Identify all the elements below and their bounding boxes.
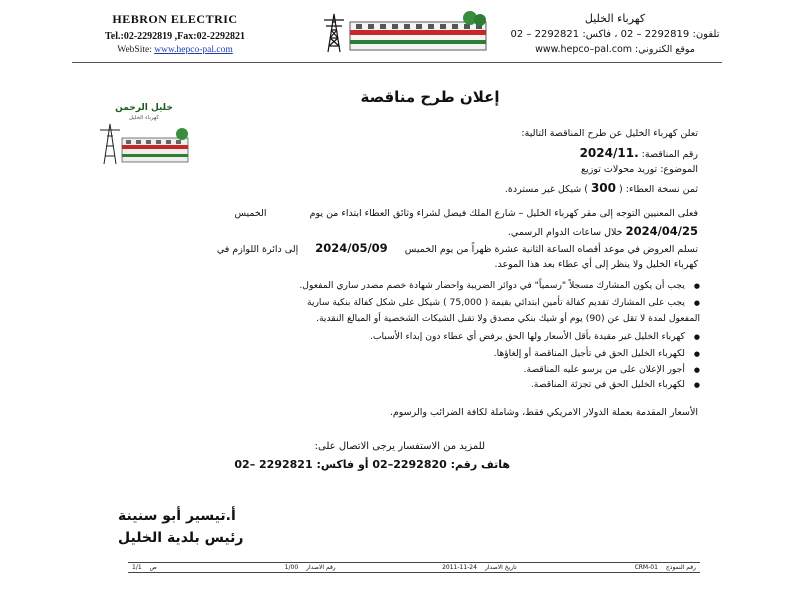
tender-number-label: رقم المناقصة: [641, 149, 698, 160]
letterhead-arabic [500, 12, 730, 55]
submission-text: تسلم العروض في موعد أقصاه الساعة الثانية عشرة ظهراً من يوم الخميس [404, 244, 698, 255]
emblem-tagline: كهرباء الخليل [128, 115, 160, 121]
purchase-text: فعلى المعنيين التوجه إلى مقر كهرباء الخليل – شارع الملك فيصل لشراء وثائق العطاء ابتداء من يوم [309, 208, 698, 219]
version-label: رقم الاصدار [306, 564, 336, 571]
price-label: ثمن نسخة العطاء: ( [619, 184, 698, 195]
building-icon [350, 11, 486, 50]
issue-date: 2011-11-24 [442, 564, 477, 571]
website-link[interactable]: www.hepco-pal.com [154, 45, 233, 55]
submission-paragraph-line1 [217, 241, 698, 255]
subject-label: الموضوع: [660, 164, 698, 175]
company-name-en: HEBRON ELECTRIC [112, 12, 238, 26]
purchase-day: الخميس [234, 208, 267, 219]
emblem-building-icon [122, 128, 188, 162]
price-value: 300 [590, 181, 617, 195]
website-label: WebSite: [117, 45, 152, 55]
website-line-en [70, 45, 280, 55]
tel-fax-ar: تلفون: 2292819 – 02 ، فاكس: 2292821 – 02 [510, 29, 720, 40]
signatory-title: رئيس بلدية الخليل [118, 530, 244, 546]
page-number: 1/1 [132, 564, 142, 571]
purchase-paragraph-line2 [508, 224, 698, 238]
signatory-name: أ.تيسير أبو سنينة [118, 508, 236, 524]
form-footer [128, 563, 700, 573]
condition-item: ● لكهرباء الخليل الحق في تجزئة المناقصة. [531, 379, 700, 390]
submission-paragraph-line2: كهرباء الخليل ولا ينظر إلى أي عطاء بعد هذا الموعد. [494, 259, 698, 270]
prices-note: الأسعار المقدمة بعملة الدولار الامريكي فقط، وشاملة لكافة الضرائب والرسوم. [389, 407, 698, 418]
submission-dept: إلى دائرة اللوازم في [216, 244, 299, 255]
tender-number-line [580, 146, 698, 160]
emblem-name: خليل الرحمن [115, 103, 173, 113]
tender-subject-line [581, 164, 698, 175]
condition-item-continued: المفعول لمدة لا تقل عن (90) يوم أو شيك بنكي مصدق ولا تقبل الشيكات الشخصية أو المبالغ النقدية. [316, 313, 700, 324]
tender-number: .2024/11 [579, 146, 639, 160]
city-emblem-logo [94, 98, 194, 168]
page-label: ص [149, 564, 157, 571]
page-title: إعلان طرح مناقصة [360, 88, 500, 106]
purchase-date: 2024/04/25 [625, 224, 698, 238]
condition-item: ● أجور الإعلان على من يرسو عليه المناقصة. [524, 364, 700, 375]
subject-value: توريد محولات توزيع [581, 164, 658, 175]
condition-item: ● لكهرباء الخليل الحق في تأجيل المناقصة أو إلغاؤها. [494, 348, 700, 359]
contact-intro: للمزيد من الاستفسار يرجى الاتصال على: [314, 441, 485, 452]
form-number: CRM-01 [634, 564, 658, 571]
condition-item: ● يجب على المشارك تقديم كفالة تأمين ابتدائي بقيمة ( 75,000 ) شيكل على شكل كفالة بنكية سارية [307, 297, 700, 308]
letterhead-english [70, 12, 280, 55]
purchase-paragraph-line1 [234, 208, 698, 219]
company-name-ar: كهرباء الخليل [584, 12, 646, 25]
purchase-hours: خلال ساعات الدوام الرسمي. [507, 227, 623, 238]
header-divider [72, 62, 722, 63]
emblem-tower-icon [100, 124, 120, 164]
tel-fax-en: Tel.:02-2292819 ,Fax:02-2292821 [105, 31, 245, 42]
header-logo [320, 10, 490, 54]
version-number: 1/00 [284, 564, 299, 571]
condition-item: ● يجب أن يكون المشارك مسجلاً "رسمياً" في دوائر الضريبة واحضار شهادة خصم مصدر ساري المفعول. [299, 280, 700, 291]
intro-text: تعلن كهرباء الخليل عن طرح المناقصة التالية: [521, 128, 698, 139]
submission-date: 2024/05/09 [315, 241, 388, 255]
price-suffix: ) شيكل غير مستردة. [504, 184, 588, 195]
website-line-ar: موقع الكتروني: www.hepco–pal.com [535, 44, 695, 55]
condition-item: ● كهرباء الخليل غير مقيدة بأقل الأسعار ولها الحق برفض أي عطاء دون إبداء الأسباب. [370, 331, 700, 342]
form-number-label: رقم النموذج [665, 564, 696, 571]
contact-numbers: هاتف رقم: 2292820–02 أو فاكس: 2292821 –02 [234, 458, 510, 471]
tender-price-line [505, 181, 698, 195]
issue-date-label: تاريخ الاصدار [484, 564, 517, 571]
power-tower-icon [324, 14, 344, 52]
